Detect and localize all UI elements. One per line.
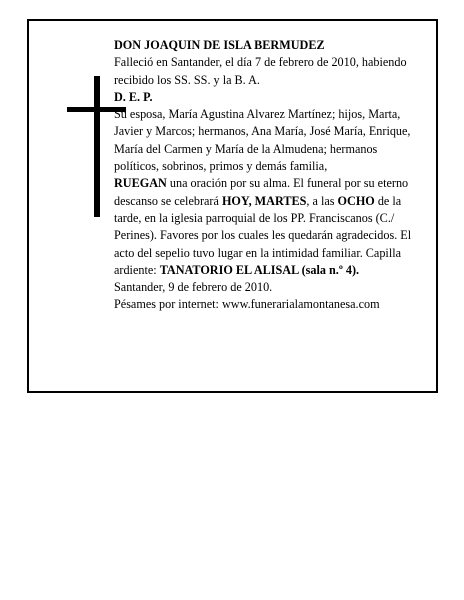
condolences-line: Pésames por internet: www.funerarialamontanesa.com (114, 297, 380, 312)
notice-body (114, 37, 422, 314)
place-date: Santander, 9 de febrero de 2010. (114, 280, 273, 295)
deceased-name: DON JOAQUIN DE ISLA BERMUDEZ (114, 38, 325, 52)
funeral-text-1: una oración por su alma. El funeral por su eterno descanso se celebrará (114, 176, 409, 208)
ruegan-word: RUEGAN (114, 176, 167, 191)
death-statement: Falleció en Santander, el día 7 de febrero de 2010, habiendo recibido los SS. SS. y la B. A. (114, 55, 407, 87)
family-list: Su esposa, María Agustina Alvarez Martínez; hijos, Marta, Javier y Marcos; hermanos, Ana María, José María, Enrique, María del Carmen y María de la Almudena; hermanos políticos, sobrinos, primos y demás familia, (114, 107, 411, 174)
chapel-name: TANATORIO EL ALISAL (sala n.º 4). (159, 262, 360, 277)
funeral-day: HOY, MARTES (221, 193, 307, 208)
funeral-text-3: de la tarde, en la iglesia parroquial de los PP. Franciscanos (C./ Perines). Favores por los cuales les quedarán agradecidos. El acto del sepelio tuvo lugar en la intimidad familiar. Capilla ardiente: (114, 193, 412, 277)
funeral-hour: OCHO (337, 193, 375, 208)
rip-line: D. E. P. (114, 89, 153, 104)
funeral-text-2: , a las (306, 193, 338, 208)
cross-icon (94, 76, 100, 217)
funeral-request (114, 175, 422, 279)
